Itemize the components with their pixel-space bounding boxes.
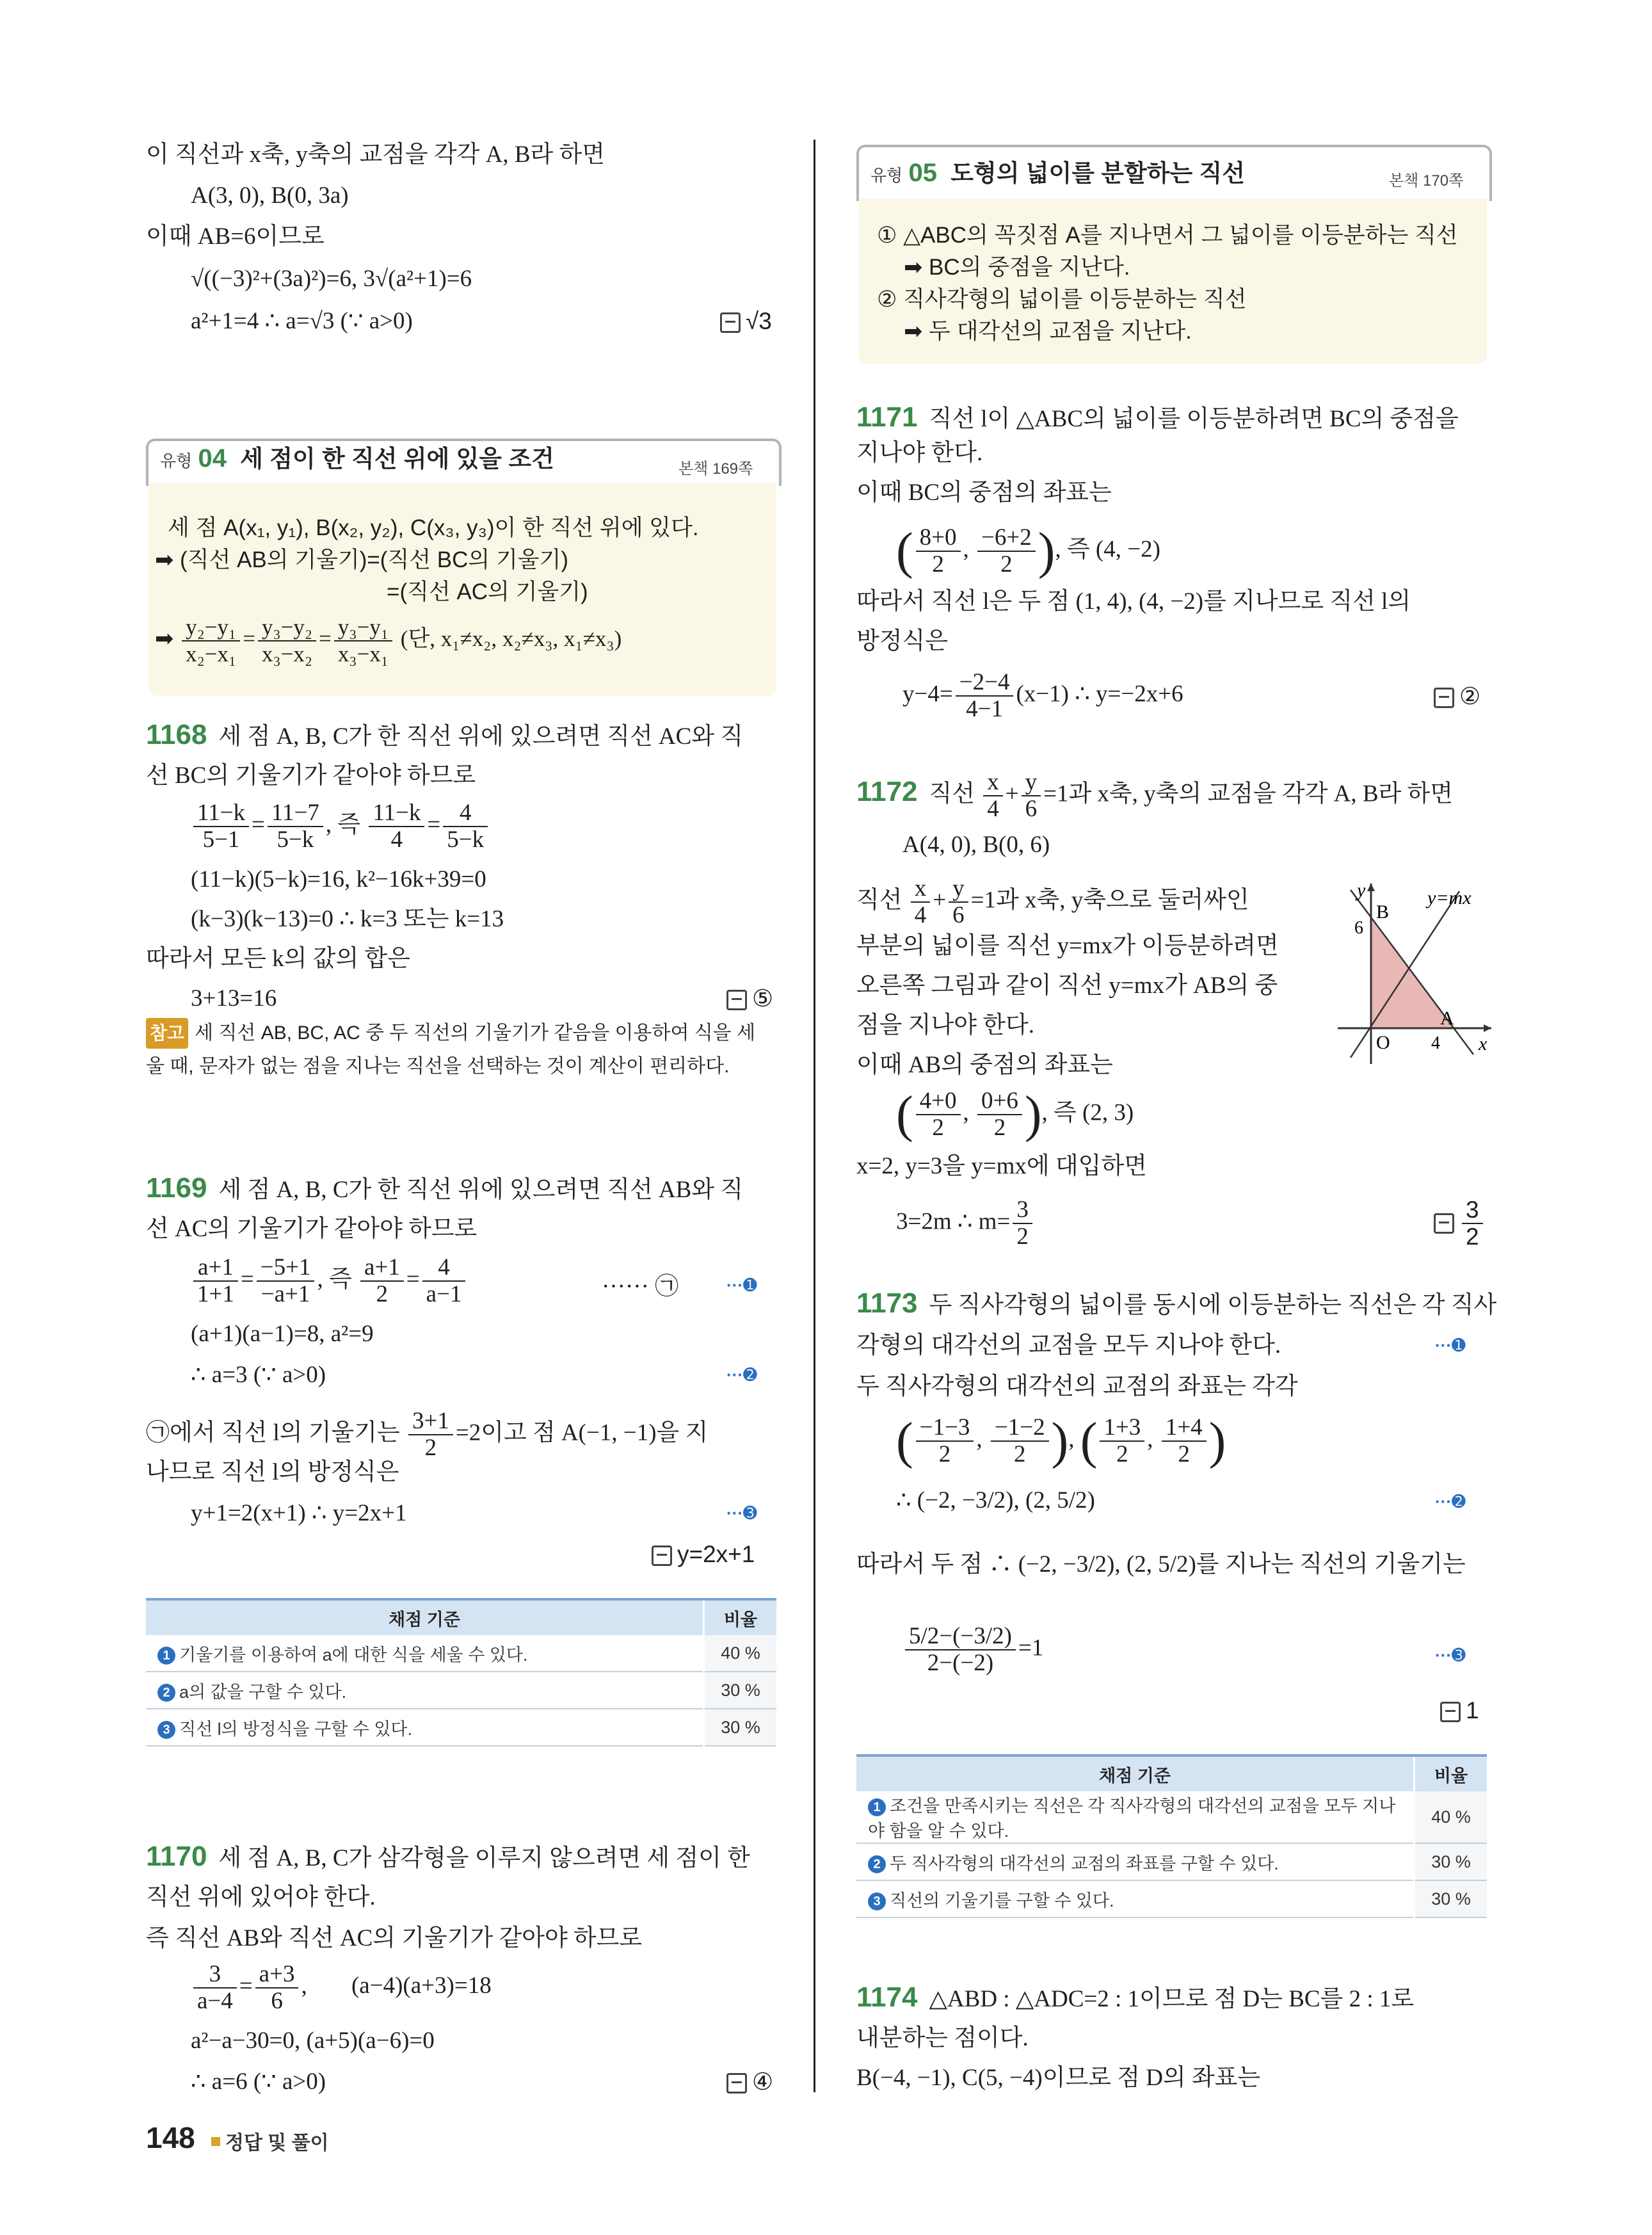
p1169-step-2: ···➋ [726, 1365, 757, 1384]
p1169-step-3: ···➌ [726, 1503, 757, 1522]
p1169-fracs: $\frac{a+1}{1+1}$ = $\frac{-5+1}{-a+1}$ , 즉 $\frac{a+1}{2}$ = $\frac{4}{a-1}$ [191, 1255, 468, 1307]
type04-title-row [160, 443, 554, 476]
footer-square-icon [204, 2136, 228, 2147]
p1173-step-1: ···➊ [1435, 1335, 1466, 1355]
intro-line-1: 이 직선과 x축, y축의 교점을 각각 A, B라 하면 [146, 141, 605, 168]
graph-b-label: B [1376, 901, 1390, 923]
table-header-ratio: 비율 [1415, 1755, 1488, 1791]
table-header-criteria: 채점 기준 [146, 1599, 704, 1635]
intro-answer: √3 [720, 306, 772, 337]
type04-line-1: 세 점 A(x₁, y₁), B(x₂, y₂), C(x₃, y₃)이 한 직선 위에 있다. [168, 515, 699, 540]
p1168-note-1: 참고 세 직선 AB, BC, AC 중 두 직선의 기울기가 같음을 이용하여 식을 세 [146, 1018, 755, 1049]
p1172-line-5: 오른쪽 그림과 같이 직선 y=mx가 AB의 중 [856, 972, 1278, 999]
type05-line-3: ② 직사각형의 넓이를 이등분하는 직선 [877, 287, 1247, 312]
p1169-answer: y=2x+1 [652, 1539, 755, 1570]
p1173-centers: ( $\frac{-1-3}{2}$ , $\frac{-1-2}{2}$ ), ( $\frac{1+3}{2}$ , $\frac{1+4}{2}$ ) [896, 1413, 1226, 1469]
graph-line-label: y=mx [1427, 887, 1472, 908]
p1170-line-1: 1170 세 점 A, B, C가 삼각형을 이루지 않으려면 세 점이 한 [146, 1841, 750, 1872]
graph-y-label: y [1357, 880, 1366, 901]
p1173-step-2: ···➋ [1435, 1492, 1466, 1511]
p1172-line-9: 3=2m ∴ m= $\frac{3}{2}$ [896, 1197, 1035, 1250]
table-row: 1 조건을 만족시키는 직선은 각 직사각형의 대각선의 교점을 모두 지나야 함을 알 수 있다. 40 % [856, 1791, 1487, 1843]
table-row: 2 두 직사각형의 대각선의 교점의 좌표를 구할 수 있다. 30 % [856, 1843, 1487, 1880]
p1168-fracs: $\frac{11-k}{5-1}$ = $\frac{11-7}{5-k}$ , 즉 $\frac{11-k}{4}$ = $\frac{4}{5-k}$ [191, 800, 490, 853]
p1168-line-5: 따라서 모든 k의 값의 합은 [146, 946, 410, 972]
p1169-line-7: y+1=2(x+1) ∴ y=2x+1 [191, 1500, 407, 1526]
p1170-line-5: ∴ a=6 (∵ a>0) [191, 2069, 326, 2095]
p1171-answer: ② [1434, 681, 1480, 712]
type05-line-1: ① △ABC의 꼭짓점 A를 지나면서 그 넓이를 이등분하는 직선 [877, 223, 1458, 248]
p1169-line-2: 선 AC의 기울기가 같아야 하므로 [146, 1216, 477, 1242]
answer-icon [1440, 1702, 1461, 1722]
intro-line-3: 이때 AB=6이므로 [146, 223, 325, 250]
type05-title: 도형의 넓이를 분할하는 직선 [950, 160, 1245, 186]
p1168-line-4: (k−3)(k−13)=0 ∴ k=3 또는 k=13 [191, 906, 504, 932]
type05-num: 05 [908, 159, 937, 187]
p1170-line-3: 즉 직선 AB와 직선 AC의 기울기가 같아야 하므로 [146, 1925, 643, 1951]
intro-line-2: A(3, 0), B(0, 3a) [191, 182, 349, 209]
p1169-mark: ······ ㉠ [602, 1273, 679, 1300]
type05-tag: 유형 [870, 166, 903, 185]
p1168-line-1: 1168 세 점 A, B, C가 한 직선 위에 있으려면 직선 AC와 직 [146, 719, 744, 750]
answer-icon [720, 312, 741, 333]
p1170-line-2: 직선 위에 있어야 한다. [146, 1884, 376, 1910]
p1173-slope: $\frac{5/2-(-3/2)}{2-(-2)}$ =1 [902, 1624, 1043, 1676]
intro-line-5: a²+1=4 ∴ a=√3 (∵ a>0) [191, 308, 413, 334]
p1172-answer: $\frac{3}{2}$ [1434, 1197, 1486, 1250]
p1172-line-4: 부분의 넓이를 직선 y=mx가 이등분하려면 [856, 933, 1279, 959]
answer-icon [726, 2073, 747, 2094]
p1171-line-4: 따라서 직선 l은 두 점 (1, 4), (4, −2)를 지나므로 직선 l의 [856, 588, 1411, 615]
p1171-line-3: 이때 BC의 중점의 좌표는 [856, 480, 1112, 506]
intro-line-4: √((−3)²+(3a)²)=6, 3√(a²+1)=6 [191, 266, 472, 292]
type04-title: 세 점이 한 직선 위에 있을 조건 [240, 446, 554, 472]
type04-line-3: =(직선 AC의 기울기) [387, 579, 588, 604]
type04-num: 04 [198, 444, 227, 472]
p1171-midpoint: ( $\frac{8+0}{2}$ , $\frac{-6+2}{2}$ ), 즉 (4, −2) [896, 523, 1160, 579]
type04-ref: 본책 169쪽 [678, 460, 753, 478]
p1169-step-1: ···➊ [726, 1275, 757, 1295]
p1170-line-4: a²−a−30=0, (a+5)(a−6)=0 [191, 2028, 435, 2054]
p1169-score-table [146, 1598, 776, 1747]
p1169-line-5: ㉠에서 직선 l의 기울기는 $\frac{3+1}{2}$ =2이고 점 A(−1, −1)을 지 [146, 1408, 709, 1461]
p1170-answer: ④ [726, 2067, 773, 2097]
table-row: 3 직선 l의 방정식을 구할 수 있다. 30 % [146, 1709, 776, 1746]
p1173-line-4: 따라서 두 점 ∴ (−2, −3/2), (2, 5/2)를 지나는 직선의 기울기는 [856, 1551, 1466, 1577]
y-axis-arrow [1367, 884, 1375, 891]
type04-formula: ➡ $\frac{\text{y₂−y₁}}{\text{x₂−x₁}}$ = $\frac{\text{y₃−y₂}}{\text{x₃−x₂}}$ = $\frac{\text{y₃−y₁}}{\text{x₃−x₁}}$ (단, x₁≠x₂, x₂≠x₃, x₁≠x₃) [155, 615, 622, 666]
column-divider [814, 140, 815, 2092]
p1169-line-1: 1169 세 점 A, B, C가 한 직선 위에 있으려면 직선 AB와 직 [146, 1172, 744, 1204]
table-row: 1 기울기를 이용하여 a에 대한 식을 세울 수 있다. 40 % [146, 1635, 776, 1672]
p1173-score-table [856, 1754, 1487, 1918]
answer-icon [726, 990, 747, 1010]
p1172-line-3: 직선 $\frac{x}{4}$ + $\frac{y}{6}$ =1과 x축, y축으로 둘러싸인 [856, 875, 1249, 928]
answer-icon [652, 1545, 672, 1566]
p1171-line-2: 지나야 한다. [856, 440, 983, 466]
type04-tag: 유형 [160, 451, 193, 471]
type05-line-4: ➡ 두 대각선의 교점을 지난다. [904, 319, 1192, 344]
p1168-answer: ⑤ [726, 983, 773, 1014]
graph-x-label: x [1479, 1033, 1488, 1054]
p1174-line-2: 내분하는 점이다. [856, 2025, 1029, 2051]
graph-six-label: 6 [1354, 918, 1363, 938]
page-number: 148 [146, 2121, 195, 2154]
p1168-line-3: (11−k)(5−k)=16, k²−16k+39=0 [191, 866, 486, 892]
line-y-mx [1351, 891, 1459, 1058]
table-header-ratio: 비율 [704, 1599, 777, 1635]
p1173-step-3: ···➌ [1435, 1645, 1466, 1665]
graph-a-label: A [1440, 1008, 1454, 1029]
graph-o-label: O [1376, 1032, 1390, 1053]
answer-icon [1434, 688, 1454, 708]
type04-line-2: ➡ (직선 AB의 기울기)=(직선 BC의 기울기) [155, 547, 569, 572]
p1169-line-4: ∴ a=3 (∵ a>0) [191, 1362, 326, 1388]
p1169-line-6: 나므로 직선 l의 방정식은 [146, 1459, 399, 1485]
type05-line-2: ➡ BC의 중점을 지난다. [904, 255, 1130, 280]
p1169-line-3: (a+1)(a−1)=8, a²=9 [191, 1321, 374, 1347]
frac: $\frac{\text{y₃−y₁}}{\text{x₃−x₁}}$ [334, 615, 392, 667]
p1172-graph [1331, 878, 1498, 1070]
graph-four-label: 4 [1431, 1033, 1440, 1053]
p1168-line-2: 선 BC의 기울기가 같아야 하므로 [146, 762, 476, 789]
p1173-line-2: 각형의 대각선의 교점을 모두 지나야 한다. [856, 1332, 1281, 1359]
p1173-line-3: 두 직사각형의 대각선의 교점의 좌표는 각각 [856, 1373, 1298, 1400]
frac: $\frac{\text{y₂−y₁}}{\text{x₂−x₁}}$ [182, 615, 240, 667]
p1172-line-1: 1172 직선 $\frac{x}{4}$ + $\frac{y}{6}$ =1과 x축, y축의 교점을 각각 A, B라 하면 [856, 769, 1453, 822]
p1172-midpoint: ( $\frac{4+0}{2}$ , $\frac{0+6}{2}$ ), 즉 (2, 3) [896, 1086, 1134, 1143]
table-row: 3 직선의 기울기를 구할 수 있다. 30 % [856, 1880, 1487, 1917]
answer-icon [1434, 1213, 1454, 1234]
table-header-criteria: 채점 기준 [856, 1755, 1415, 1791]
x-axis-arrow [1484, 1024, 1491, 1032]
p1172-line-6: 점을 지나야 한다. [856, 1012, 1034, 1038]
footer-label: 정답 및 풀이 [225, 2133, 329, 2154]
p1174-line-1: 1174 △ABD : △ADC=2 : 1이므로 점 D는 BC를 2 : 1로 [856, 1981, 1415, 2013]
p1173-line-1: 1173 두 직사각형의 넓이를 동시에 이등분하는 직선은 각 직사 [856, 1287, 1497, 1319]
p1173-answer: 1 [1440, 1695, 1479, 1726]
p1168-line-6: 3+13=16 [191, 985, 277, 1012]
p1171-eq: y−4= $\frac{-2-4}{4-1}$ (x−1) ∴ y=−2x+6 [902, 669, 1183, 722]
p1173-points: ∴ (−2, −3/2), (2, 5/2) [896, 1487, 1095, 1513]
type05-ref: 본책 170쪽 [1389, 172, 1464, 190]
p1172-line-2: A(4, 0), B(0, 6) [902, 832, 1050, 858]
frac: $\frac{\text{y₃−y₂}}{\text{x₃−x₂}}$ [258, 615, 316, 667]
p1172-line-7: 이때 AB의 중점의 좌표는 [856, 1052, 1113, 1078]
table-row: 2 a의 값을 구할 수 있다. 30 % [146, 1672, 776, 1709]
p1172-line-8: x=2, y=3을 y=mx에 대입하면 [856, 1153, 1147, 1179]
p1168-note-2: 울 때, 문자가 없는 점을 지나는 직선을 선택하는 것이 계산이 편리하다. [146, 1056, 730, 1077]
p1171-line-5: 방정식은 [856, 628, 948, 654]
type05-title-row [870, 157, 1245, 191]
p1171-line-1: 1171 직선 l이 △ABC의 넓이를 이등분하려면 BC의 중점을 [856, 401, 1459, 433]
p1174-line-3: B(−4, −1), C(5, −4)이므로 점 D의 좌표는 [856, 2065, 1261, 2091]
p1170-fracs: $\frac{3}{a-4}$ = $\frac{a+3}{6}$ , (a−4)(a+3)=18 [191, 1962, 492, 2014]
